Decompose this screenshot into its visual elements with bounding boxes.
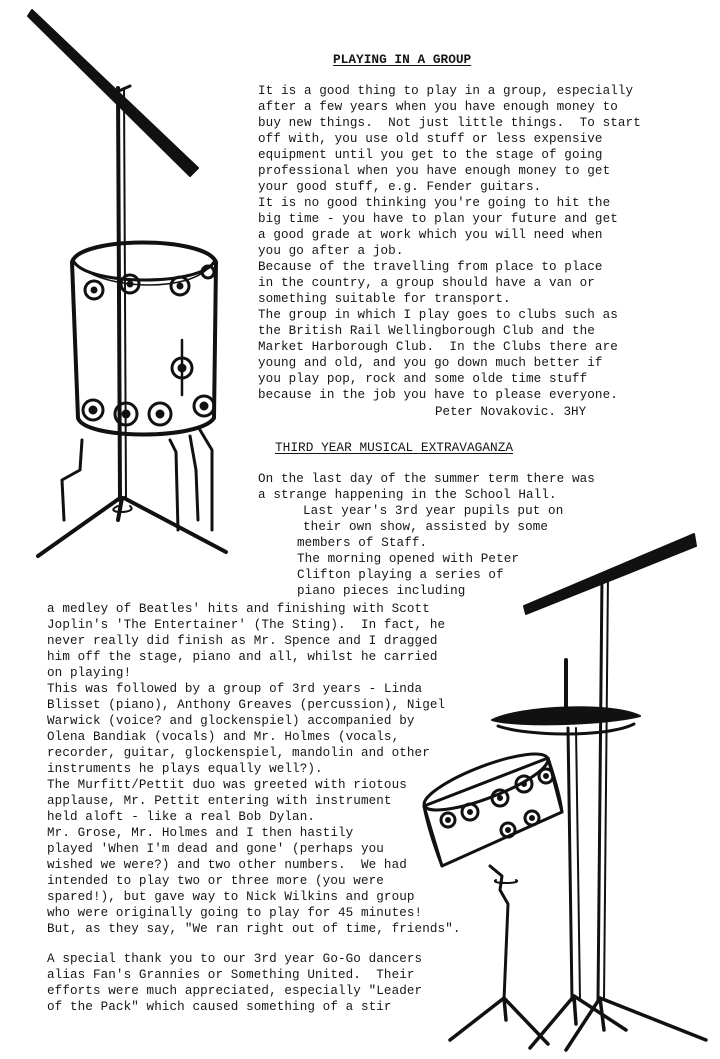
body-line: the British Rail Wellingborough Club and the — [258, 324, 595, 338]
body-line: A special thank you to our 3rd year Go-Go dancers — [47, 952, 423, 966]
body-line: applause, Mr. Pettit entering with instrument — [47, 794, 392, 808]
body-line: their own show, assisted by some — [303, 520, 549, 534]
cymbal-icon — [28, 10, 198, 176]
body-line: big time - you have to plan your future and get — [258, 212, 618, 226]
body-line: Warwick (voice? and glockenspiel) accompanied by — [47, 714, 415, 728]
body-line: Last year's 3rd year pupils put on — [303, 504, 564, 518]
cymbal-stand-tripod-icon — [38, 498, 226, 556]
body-line: off with, you use old stuff or less expensive — [258, 132, 603, 146]
body-line: Olena Bandiak (vocals) and Mr. Holmes (vocals, — [47, 730, 400, 744]
body-line: Market Harborough Club. In the Clubs there are — [258, 340, 618, 354]
body-line: a strange happening in the School Hall. — [258, 488, 557, 502]
body-line: efforts were much appreciated, especially "Leader — [47, 984, 423, 998]
body-line: intended to play two or three more (you were — [47, 874, 384, 888]
body-line: of the Pack" which caused something of a stir — [47, 1000, 392, 1014]
body-line: wished we were?) and two other numbers. We had — [47, 858, 407, 872]
body-line: alias Fan's Grannies or Something United. Their — [47, 968, 415, 982]
body-line: equipment until you get to the stage of going — [258, 148, 603, 162]
body-line: On the last day of the summer term there was — [258, 472, 595, 486]
body-line: Blisset (piano), Anthony Greaves (percussion), Nigel — [47, 698, 446, 712]
body-line: spared!), but gave way to Nick Wilkins and group — [47, 890, 415, 904]
body-line: something suitable for transport. — [258, 292, 511, 306]
article-title-playing-in-a-group: PLAYING IN A GROUP — [333, 52, 472, 67]
floor-tom-drum-icon — [72, 243, 216, 435]
body-line: you play pop, rock and some olde time stuff — [258, 372, 588, 386]
body-line: professional when you have enough money to get — [258, 164, 611, 178]
body-line: you go after a job. — [258, 244, 404, 258]
body-line: The group in which I play goes to clubs such as — [258, 308, 618, 322]
body-line: This was followed by a group of 3rd years - Linda — [47, 682, 423, 696]
article-title-third-year-musical-extravaganza: THIRD YEAR MUSICAL EXTRAVAGANZA — [275, 440, 514, 455]
body-line: But, as they say, "We ran right out of time, friends". — [47, 922, 461, 936]
body-line: in the country, a group should have a van or — [258, 276, 595, 290]
body-line: Mr. Grose, Mr. Holmes and I then hastily — [47, 826, 354, 840]
body-line: It is a good thing to play in a group, especially — [258, 84, 634, 98]
body-line: Clifton playing a series of — [297, 568, 504, 582]
body-line: members of Staff. — [297, 536, 428, 550]
author-signature: Peter Novakovic. 3HY — [435, 405, 587, 419]
body-line: on playing! — [47, 666, 132, 680]
body-line: young and old, and you go down much better if — [258, 356, 603, 370]
hi-hat-icon — [492, 660, 640, 1000]
body-line: a medley of Beatles' hits and finishing with Scott — [47, 602, 430, 616]
body-line: held aloft - like a real Bob Dylan. — [47, 810, 316, 824]
body-line: recorder, guitar, glockenspiel, mandolin and other — [47, 746, 430, 760]
body-line: a good grade at work which you will need when — [258, 228, 603, 242]
body-line: Because of the travelling from place to place — [258, 260, 603, 274]
ride-cymbal-icon — [524, 534, 696, 614]
body-line: The morning opened with Peter — [297, 552, 520, 566]
body-line: buy new things. Not just little things. To start — [258, 116, 641, 130]
body-line: It is no good thinking you're going to hit the — [258, 196, 611, 210]
body-line: played 'When I'm dead and gone' (perhaps you — [47, 842, 384, 856]
body-line: piano pieces including — [297, 584, 466, 598]
body-line: after a few years when you have enough money to — [258, 100, 618, 114]
body-line: The Murfitt/Pettit duo was greeted with riotous — [47, 778, 407, 792]
snare-drum-icon — [419, 743, 562, 866]
body-line: never really did finish as Mr. Spence and I dragged — [47, 634, 438, 648]
body-line: him off the stage, piano and all, whilst he carried — [47, 650, 438, 664]
body-line: Joplin's 'The Entertainer' (The Sting). In fact, he — [47, 618, 446, 632]
body-line: who were originally going to play for 45 minutes! — [47, 906, 423, 920]
body-line: instruments he plays equally well?). — [47, 762, 323, 776]
body-line: because in the job you have to please everyone. — [258, 388, 618, 402]
body-line: your good stuff, e.g. Fender guitars. — [258, 180, 542, 194]
